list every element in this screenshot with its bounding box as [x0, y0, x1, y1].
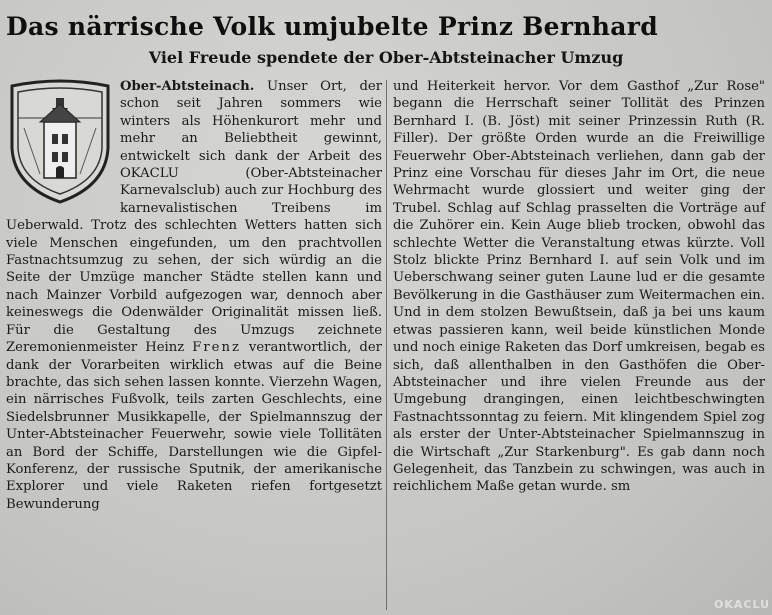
article-column-left [6, 78, 382, 513]
article-column-right [393, 78, 765, 496]
watermark: OKACLU [713, 598, 770, 611]
coat-of-arms-icon [6, 78, 114, 206]
column-divider [386, 80, 387, 610]
article-text-left-1: Unser Ort, der schon seit Jahren sommers wie winters als Höhenkurort mehr und mehr an Beliebtheit gewinnt, entwickelt sich dank der Arbeit des OKACLU (Ober-Abtsteinacher Karnevalsclub) auch zur Hochburg des karnevalistischen Treibens im Ueberwald. Trotz des schlechten Wetters hatten sich viele Menschen eingefunden, um den prachtvollen Fastnachtsumzug zu sehen, der sich würdig an die Seite der Umzüge mancher Städte stellen kann und nach Mainzer Vorbild aufgezogen war, dennoch aber keineswegs die Odenwälder Originalität missen ließ. Für die Gestaltung des Umzugs zeichnete Zeremonienmeister Heinz [6, 79, 382, 356]
article-paragraph-right [393, 78, 765, 496]
dateline: Ober-Abtsteinach. [120, 79, 255, 94]
article-text-right: und Heiterkeit hervor. Vor dem Gasthof „Zur Rose" begann die Herrschaft seiner Tollität des Prinzen Bernhard I. (B. Jöst) mit seiner Prinzessin Ruth (R. Filler). Der größte Orden wurde an die Freiwillige Feuerwehr Ober-Abtsteinach verliehen, dann gab der Prinz eine Vorschau für dieses Jahr im Ort, die neue Wehrmacht wurde glossiert und weiter ging der Trubel. Schlag auf Schlag prasselten die Vorträge auf die Zuhörer ein. Kein Auge blieb trocken, obwohl das schlechte Wetter die Veranstaltung etwas kürzte. Voll Stolz blickte Prinz Bernhard I. auf sein Volk und im Ueberschwang seiner guten Laune lud er die gesamte Bevölkerung in die Gasthäuser zum Weitermachen ein. Und in dem stolzen Bewußtsein, daß ja bei uns kaum etwas passieren kann, weil beide künstlichen Monde und noch einige Raketen das Dorf umkreisen, begab es sich, daß allenthalben in den Gasthöfen die Ober-Abtsteinacher und ihre vielen Freunde aus der Umgebung drangingen, einen leichtbeschwingten Fastnachtssonntag zu feiern. Mit klingendem Spiel zog als erster der Unter-Abtsteinacher Spielmannszug in die Wirtschaft „Zur Starkenburg". Es gab dann noch Gelegenheit, das Tanzbein zu schwingen, was auch in reichlichem Maße getan wurde. [393, 79, 765, 495]
headline: Das närrische Volk umjubelte Prinz Bernhard [6, 12, 658, 41]
name-spaced: Frenz [192, 340, 241, 356]
subheadline: Viel Freude spendete der Ober-Abtsteinacher Umzug [148, 48, 624, 67]
author-mark: sm [611, 479, 631, 495]
article-text-left-2: verantwortlich, der dank der Vorarbeiten wirklich etwas auf die Beine brachte, das sich sehen lassen konnte. Vierzehn Wagen, ein närrisches Fußvolk, teils zarten Geschlechts, eine Siedelsbrunner Musikkapelle, der Spielmannszug der Unter-Abtsteinacher Feuerwehr, sowie viele Tollitäten an Bord der Schiffe, Darstellungen wie die Gipfel-Konferenz, der russische Sputnik, der amerikanische Explorer und viele Raketen riefen fortgesetzt Bewunderung [6, 340, 382, 512]
